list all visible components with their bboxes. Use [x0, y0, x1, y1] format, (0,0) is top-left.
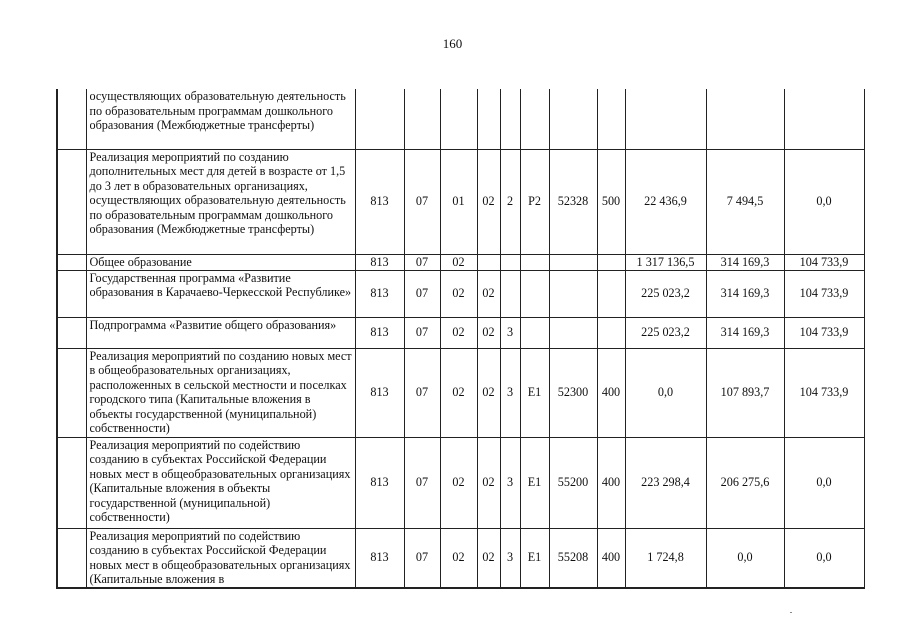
direction-code [549, 254, 597, 270]
ministry-code [355, 89, 404, 149]
sum-2023: 104 733,9 [784, 270, 864, 317]
sum-2022: 314 169,3 [706, 270, 784, 317]
expense-type-code [597, 270, 625, 317]
ministry-code: 813 [355, 254, 404, 270]
row-name: осуществляющих образовательную деятельность по образовательным программам дошкольного образования (Межбюджетные трансферты) [86, 89, 355, 149]
sum-2021 [625, 89, 706, 149]
row-name: Реализация мероприятий по содействию созданию в субъектах Российской Федерации новых мест в общеобразовательных организациях (Капитальные вложения в [86, 528, 355, 588]
program-code: 02 [477, 270, 500, 317]
row-name: Государственная программа «Развитие образования в Карачаево-Черкесской Республике» [86, 270, 355, 317]
sum-2023: 104 733,9 [784, 348, 864, 437]
sum-2023: 0,0 [784, 149, 864, 254]
table-row [57, 348, 864, 437]
sum-2023: 0,0 [784, 437, 864, 528]
direction-code: 52328 [549, 149, 597, 254]
section-code: 07 [404, 254, 440, 270]
row-name: Реализация мероприятий по созданию дополнительных мест для детей в возрасте от 1,5 до 3 лет в образовательных организациях, осуществляющих образовательную деятельность по образовательным программам дошкольного образования (Межбюджетные трансферты) [86, 149, 355, 254]
program-code [477, 89, 500, 149]
sum-2021: 225 023,2 [625, 317, 706, 348]
sum-2022: 107 893,7 [706, 348, 784, 437]
sum-2022: 7 494,5 [706, 149, 784, 254]
expense-type-code: 400 [597, 437, 625, 528]
table-row [57, 317, 864, 348]
row-indent-cell [57, 437, 86, 528]
sum-2023 [784, 89, 864, 149]
ministry-code: 813 [355, 317, 404, 348]
project-code [520, 254, 549, 270]
page-number: 160 [442, 36, 463, 51]
table-row [57, 89, 864, 149]
project-code: P2 [520, 149, 549, 254]
section-code: 07 [404, 317, 440, 348]
subsection-code: 02 [440, 317, 477, 348]
subsection-code [440, 89, 477, 149]
subprogram-code [500, 254, 520, 270]
subsection-code: 01 [440, 149, 477, 254]
project-code [520, 89, 549, 149]
section-code: 07 [404, 149, 440, 254]
subprogram-code: 3 [500, 317, 520, 348]
section-code [404, 89, 440, 149]
row-indent-cell [57, 254, 86, 270]
sum-2021: 22 436,9 [625, 149, 706, 254]
table-row [57, 528, 864, 588]
expense-type-code [597, 254, 625, 270]
row-name: Реализация мероприятий по содействию созданию в субъектах Российской Федерации новых мест в общеобразовательных организациях (Капитальные вложения в объекты государственной (муниципальной) собственности) [86, 437, 355, 528]
ministry-code: 813 [355, 528, 404, 588]
direction-code: 55208 [549, 528, 597, 588]
project-code: E1 [520, 528, 549, 588]
ministry-code: 813 [355, 437, 404, 528]
project-code: E1 [520, 437, 549, 528]
direction-code: 52300 [549, 348, 597, 437]
expense-type-code: 400 [597, 528, 625, 588]
subprogram-code: 2 [500, 149, 520, 254]
program-code: 02 [477, 149, 500, 254]
section-code: 07 [404, 348, 440, 437]
program-code: 02 [477, 348, 500, 437]
project-code [520, 270, 549, 317]
table-row [57, 437, 864, 528]
subprogram-code: 3 [500, 437, 520, 528]
sum-2023: 0,0 [784, 528, 864, 588]
project-code [520, 317, 549, 348]
expense-type-code: 500 [597, 149, 625, 254]
project-code: E1 [520, 348, 549, 437]
subsection-code: 02 [440, 437, 477, 528]
program-code: 02 [477, 528, 500, 588]
sum-2021: 1 724,8 [625, 528, 706, 588]
subsection-code: 02 [440, 254, 477, 270]
section-code: 07 [404, 528, 440, 588]
sum-2022: 206 275,6 [706, 437, 784, 528]
budget-table [56, 89, 865, 589]
direction-code: 55200 [549, 437, 597, 528]
direction-code [549, 89, 597, 149]
row-name: Общее образование [86, 254, 355, 270]
row-name: Подпрограмма «Развитие общего образования» [86, 317, 355, 348]
row-indent-cell [57, 317, 86, 348]
subprogram-code: 3 [500, 528, 520, 588]
row-indent-cell [57, 270, 86, 317]
expense-type-code [597, 317, 625, 348]
direction-code [549, 317, 597, 348]
expense-type-code [597, 89, 625, 149]
sum-2021: 223 298,4 [625, 437, 706, 528]
table-row [57, 149, 864, 254]
subsection-code: 02 [440, 348, 477, 437]
sum-2021: 0,0 [625, 348, 706, 437]
row-indent-cell [57, 149, 86, 254]
ministry-code: 813 [355, 149, 404, 254]
section-code: 07 [404, 437, 440, 528]
program-code: 02 [477, 317, 500, 348]
sum-2021: 225 023,2 [625, 270, 706, 317]
sum-2023: 104 733,9 [784, 254, 864, 270]
program-code [477, 254, 500, 270]
table-row [57, 270, 864, 317]
scan-speck [790, 612, 792, 613]
sum-2022: 314 169,3 [706, 254, 784, 270]
subsection-code: 02 [440, 270, 477, 317]
subprogram-code [500, 89, 520, 149]
row-indent-cell [57, 348, 86, 437]
table-row [57, 254, 864, 270]
sum-2023: 104 733,9 [784, 317, 864, 348]
subsection-code: 02 [440, 528, 477, 588]
sum-2021: 1 317 136,5 [625, 254, 706, 270]
row-name: Реализация мероприятий по созданию новых мест в общеобразовательных организациях, расположенных в сельской местности и поселках городского типа (Капитальные вложения в объекты государственной (муниципальной) собственности) [86, 348, 355, 437]
subprogram-code: 3 [500, 348, 520, 437]
program-code: 02 [477, 437, 500, 528]
direction-code [549, 270, 597, 317]
sum-2022 [706, 89, 784, 149]
ministry-code: 813 [355, 270, 404, 317]
subprogram-code [500, 270, 520, 317]
row-indent-cell [57, 528, 86, 588]
expense-type-code: 400 [597, 348, 625, 437]
sum-2022: 314 169,3 [706, 317, 784, 348]
ministry-code: 813 [355, 348, 404, 437]
row-indent-cell [57, 89, 86, 149]
section-code: 07 [404, 270, 440, 317]
sum-2022: 0,0 [706, 528, 784, 588]
